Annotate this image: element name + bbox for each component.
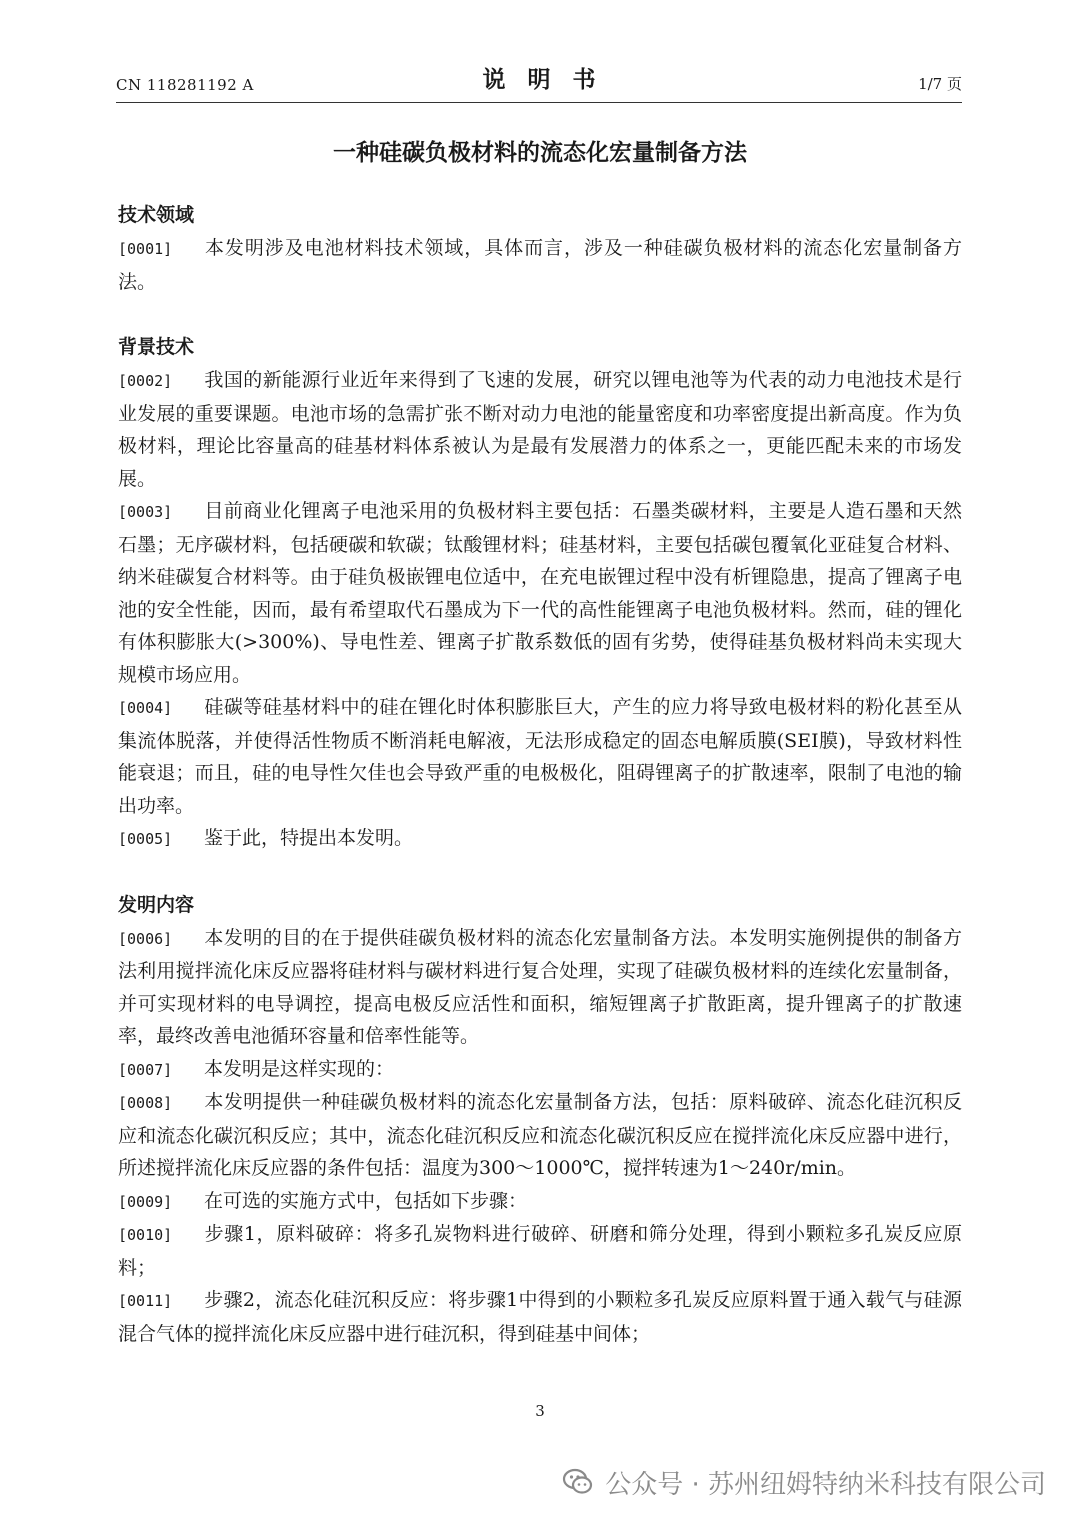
paragraph [118,364,962,495]
paragraph [118,1218,962,1284]
paragraph [118,922,962,1053]
paragraph-number: [0003] [118,503,173,521]
paragraph-number: [0004] [118,699,173,717]
paragraph-number: [0008] [118,1094,173,1112]
wechat-icon [561,1465,595,1499]
document-title: 一种硅碳负极材料的流态化宏量制备方法 [333,140,747,166]
section-heading-summary: 发明内容 [118,893,195,916]
paragraph-text: 目前商业化锂离子电池采用的负极材料主要包括：石墨类碳材料，主要是人造石墨和天然石墨；无序碳材料，包括硬碳和软碳；钛酸锂材料；硅基材料，主要包括碳包覆氧化亚硅复合材料、纳米硅碳复合材料等。由于硅负极嵌锂电位适中，在充电嵌锂过程中没有析锂隐患，提高了锂离子电池的安全性能，因而，最有希望取代石墨成为下一代的高性能锂离子电池负极材料。然而，硅的锂化有体积膨胀大(>300%)、导电性差、锂离子扩散系数低的固有劣势，使得硅基负极材料尚未实现大规模市场应用。 [118,500,962,686]
paragraph-text: 本发明提供一种硅碳负极材料的流态化宏量制备方法，包括：原料破碎、流态化硅沉积反应和流态化碳沉积反应；其中，流态化硅沉积反应和流态化碳沉积反应在搅拌流化床反应器中进行，所述搅拌流化床反应器的条件包括：温度为300～1000℃，搅拌转速为1～240r/min。 [118,1091,962,1179]
paragraph [118,495,962,691]
paragraph-text: 在可选的实施方式中，包括如下步骤： [204,1189,528,1212]
paragraph [118,1185,962,1219]
paragraph-text: 本发明涉及电池材料技术领域，具体而言，涉及一种硅碳负极材料的流态化宏量制备方法。 [118,237,962,293]
paragraph-number: [0009] [118,1192,173,1211]
paragraph-number: [0005] [118,830,173,848]
paragraph-number: [0002] [118,372,173,390]
paragraph-number: [0007] [118,1060,173,1079]
paragraph-text: 步骤2，流态化硅沉积反应：将步骤1中得到的小颗粒多孔炭反应原料置于通入载气与硅源混合气体的搅拌流化床反应器中进行硅沉积，得到硅基中间体； [118,1289,962,1345]
doc-type: 说明书 [482,67,618,93]
document-body [118,198,962,1350]
paragraph-text: 鉴于此，特提出本发明。 [204,827,414,849]
paragraph [118,822,962,856]
paragraph [118,1284,962,1350]
patent-number: CN 118281192 A [116,76,254,94]
section-heading-background: 背景技术 [118,336,195,358]
page-number: 3 [535,1402,545,1420]
paragraph [118,1053,962,1087]
page-indicator: 1/7 页 [918,75,962,93]
paragraph-text: 我国的新能源行业近年来得到了飞速的发展，研究以锂电池等为代表的动力电池技术是行业发展的重要课题。电池市场的急需扩张不断对动力电池的能量密度和功率密度提出新高度。作为负极材料，理论比容量高的硅基材料体系被认为是最有发展潜力的体系之一，更能匹配未来的市场发展。 [118,369,962,490]
paragraph [118,691,962,822]
paragraph [118,1086,962,1185]
paragraph-text: 本发明是这样实现的： [204,1057,395,1080]
section-heading-technical-field: 技术领域 [118,204,195,226]
watermark [561,1462,1046,1502]
paragraph [118,232,962,298]
paragraph-text: 硅碳等硅基材料中的硅在锂化时体积膨胀巨大，产生的应力将导致电极材料的粉化甚至从集流体脱落，并使得活性物质不断消耗电解液，无法形成稳定的固态电解质膜(SEI膜)，导致材料性能衰退；而且，硅的电导性欠佳也会导致严重的电极极化，阻碍锂离子的扩散速率，限制了电池的输出功率。 [118,696,962,817]
paragraph-text: 步骤1，原料破碎：将多孔炭物料进行破碎、研磨和筛分处理，得到小颗粒多孔炭反应原料； [118,1223,962,1279]
page-header [116,58,962,103]
paragraph-text: 本发明的目的在于提供硅碳负极材料的流态化宏量制备方法。本发明实施例提供的制备方法利用搅拌流化床反应器将硅材料与碳材料进行复合处理，实现了硅碳负极材料的连续化宏量制备，并可实现材料的电导调控，提高电极反应活性和面积，缩短锂离子扩散距离，提升锂离子的扩散速率，最终改善电池循环容量和倍率性能等。 [118,926,962,1047]
paragraph-number: [0011] [118,1292,173,1310]
paragraph-number: [0006] [118,929,173,948]
paragraph-number: [0010] [118,1226,173,1244]
paragraph-number: [0001] [118,240,173,258]
watermark-text: 公众号 · 苏州纽姆特纳米科技有限公司 [605,1469,1046,1500]
